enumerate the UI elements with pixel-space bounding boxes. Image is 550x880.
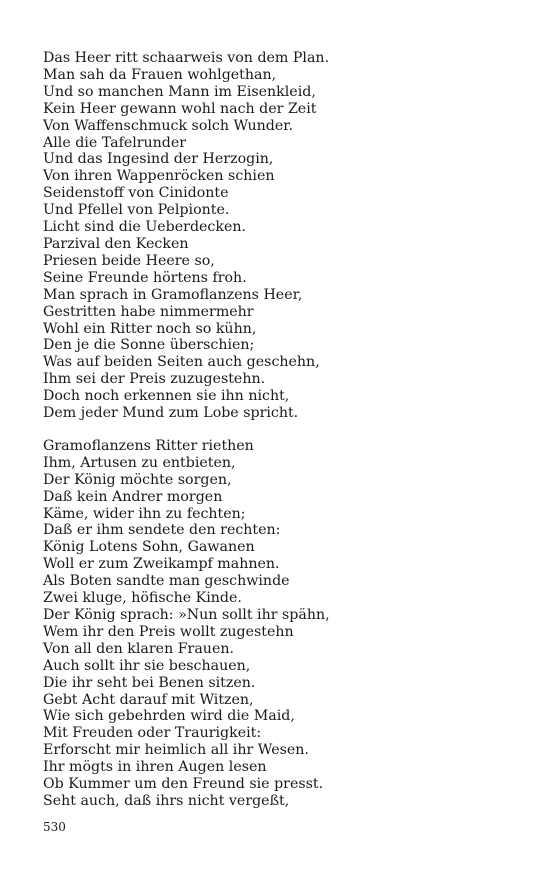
verse-line: Gebt Acht darauf mit Witzen, bbox=[43, 691, 254, 708]
verse-line: Von Waffenschmuck solch Wunder. bbox=[43, 117, 294, 134]
verse-line: Und Pfellel von Pelpionte. bbox=[43, 202, 230, 219]
verse-line: Die ihr seht bei Benen sitzen. bbox=[43, 674, 256, 691]
verse-line: Gramoflanzens Ritter riethen bbox=[43, 437, 254, 454]
verse-line: Seidenstoff von Cinidonte bbox=[43, 185, 229, 202]
verse-line: Kein Heer gewann wohl nach der Zeit bbox=[43, 100, 317, 117]
verse-line: Und so manchen Mann im Eisenkleid, bbox=[43, 83, 316, 100]
stanza-1 bbox=[43, 50, 523, 422]
verse-line: Wohl ein Ritter noch so kühn, bbox=[43, 320, 257, 337]
verse-line: Käme, wider ihn zu fechten; bbox=[43, 505, 246, 522]
verse-line: Von all den klaren Frauen. bbox=[43, 640, 234, 657]
verse-line: Man sprach in Gramoflanzens Heer, bbox=[43, 286, 303, 303]
verse-line: Der König möchte sorgen, bbox=[43, 471, 232, 488]
verse-line: Licht sind die Ueberdecken. bbox=[43, 219, 247, 236]
verse-line: Seht auch, daß ihrs nicht vergeßt, bbox=[43, 792, 290, 809]
page-number: 530 bbox=[43, 820, 66, 834]
verse-line: Daß kein Andrer morgen bbox=[43, 488, 223, 505]
stanza-2 bbox=[43, 438, 523, 810]
verse-line: Ihm sei der Preis zuzugestehn. bbox=[43, 371, 266, 388]
verse-line: Von ihren Wappenröcken schien bbox=[43, 168, 275, 185]
verse-line: Wem ihr den Preis wollt zugestehn bbox=[43, 623, 294, 640]
verse-line: Erforscht mir heimlich all ihr Wesen. bbox=[43, 742, 309, 759]
verse-line: Alle die Tafelrunder bbox=[43, 134, 187, 151]
verse-line: Ihm, Artusen zu entbieten, bbox=[43, 454, 236, 471]
verse-line: Man sah da Frauen wohlgethan, bbox=[43, 66, 277, 83]
verse-line: Was auf beiden Seiten auch geschehn, bbox=[43, 354, 320, 371]
verse-line: Und das Ingesind der Herzogin, bbox=[43, 151, 274, 168]
verse-line: Der König sprach: »Nun sollt ihr spähn, bbox=[43, 607, 330, 623]
verse-line: Als Boten sandte man geschwinde bbox=[43, 573, 290, 590]
verse-line: Ob Kummer um den Freund sie presst. bbox=[43, 776, 324, 793]
verse-line: Dem jeder Mund zum Lobe spricht. bbox=[43, 405, 299, 422]
verse-line: Priesen beide Heere so, bbox=[43, 252, 215, 269]
verse-line: Zwei kluge, höfische Kinde. bbox=[43, 590, 242, 607]
verse-line: Daß er ihm sendete den rechten: bbox=[43, 522, 281, 539]
verse-line: Den je die Sonne überschien; bbox=[43, 337, 255, 354]
verse-line: Auch sollt ihr sie beschauen, bbox=[43, 657, 251, 674]
verse-line: Wie sich gebehrden wird die Maid, bbox=[43, 708, 295, 725]
verse-line: Ihr mögts in ihren Augen lesen bbox=[43, 759, 267, 776]
verse-line: Das Heer ritt schaarweis von dem Plan. bbox=[43, 50, 330, 66]
verse-line: Mit Freuden oder Traurigkeit: bbox=[43, 725, 262, 742]
verse-line: König Lotens Sohn, Gawanen bbox=[43, 539, 255, 556]
verse-line: Doch noch erkennen sie ihn nicht, bbox=[43, 388, 290, 405]
verse-line: Woll er zum Zweikampf mahnen. bbox=[43, 556, 280, 573]
verse-line: Seine Freunde hörtens froh. bbox=[43, 269, 247, 286]
verse-line: Parzival den Kecken bbox=[43, 235, 189, 252]
verse-line: Gestritten habe nimmermehr bbox=[43, 303, 254, 320]
poem-text bbox=[43, 50, 523, 810]
